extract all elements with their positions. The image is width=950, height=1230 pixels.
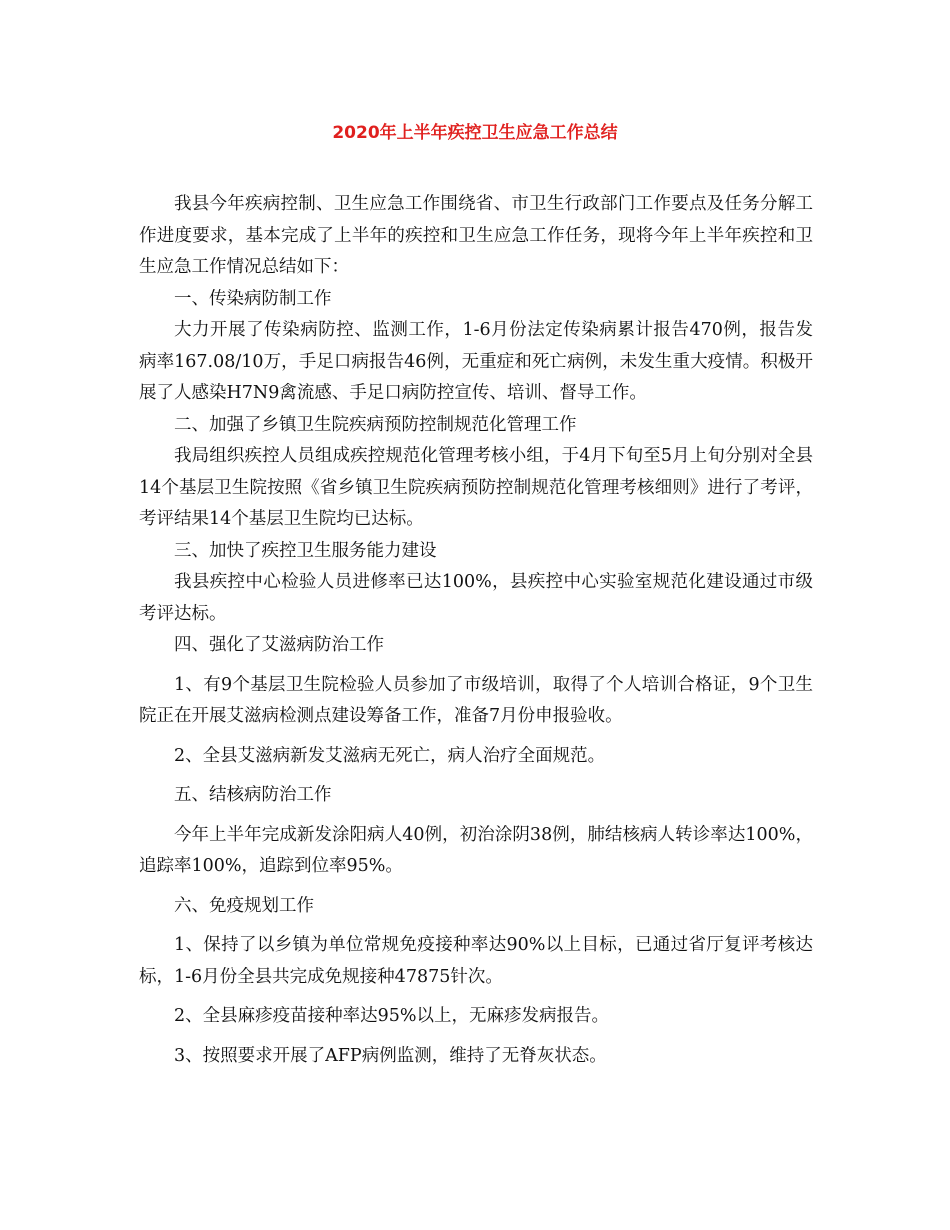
document-body xyxy=(139,189,813,1072)
paragraph-aids-1: 1、有9个基层卫生院检验人员参加了市级培训，取得了个人培训合格证，9个卫生院正在开展艾滋病检测点建设筹备工作，准备7月份申报验收。 xyxy=(139,674,813,726)
paragraph-immunization-3: 3、按照要求开展了AFP病例监测，维持了无脊灰状态。 xyxy=(174,1045,607,1066)
paragraph-infectious-disease: 大力开展了传染病防控、监测工作，1-6月份法定传染病累计报告470例，报告发病率167.08/10万，手足口病报告46例，无重症和死亡病例，未发生重大疫情。积极开展了人感染H7N9禽流感、手足口病防控宣传、培训、督导工作。 xyxy=(139,320,813,403)
paragraph-immunization-2: 2、全县麻疹疫苗接种率达95%以上，无麻疹发病报告。 xyxy=(174,1006,610,1026)
section-heading-infectious-disease: 一、传染病防制工作 xyxy=(174,288,332,309)
paragraph-tuberculosis: 今年上半年完成新发涂阳病人40例，初治涂阴38例，肺结核病人转诊率达100%，追踪率100%，追踪到位率95%。 xyxy=(139,824,813,876)
paragraph-service-capacity: 我县疾控中心检验人员进修率已达100%，县疾控中心实验室规范化建设通过市级考评达标。 xyxy=(139,572,813,624)
document-title: 2020年上半年疾控卫生应急工作总结 xyxy=(332,123,618,143)
section-heading-township-hospitals: 二、加强了乡镇卫生院疾病预防控制规范化管理工作 xyxy=(174,414,577,435)
paragraph-township-hospitals: 我局组织疾控人员组成疾控规范化管理考核小组，于4月下旬至5月上旬分别对全县14个基层卫生院按照《省乡镇卫生院疾病预防控制规范化管理考核细则》进行了考评，考评结果14个基层卫生院均已达标。 xyxy=(139,446,813,529)
section-heading-tuberculosis: 五、结核病防治工作 xyxy=(174,785,332,805)
paragraph-immunization-1: 1、保持了以乡镇为单位常规免疫接种率达90%以上目标，已通过省厅复评考核达标，1-6月份全县共完成免规接种47875针次。 xyxy=(139,935,813,987)
intro-paragraph: 我县今年疾病控制、卫生应急工作围绕省、市卫生行政部门工作要点及任务分解工作进度要求，基本完成了上半年的疾控和卫生应急工作任务，现将今年上半年疾控和卫生应急工作情况总结如下： xyxy=(139,194,813,277)
section-heading-aids: 四、强化了艾滋病防治工作 xyxy=(174,635,384,655)
section-heading-immunization: 六、免疫规划工作 xyxy=(174,895,314,916)
section-heading-service-capacity: 三、加快了疾控卫生服务能力建设 xyxy=(174,540,437,561)
paragraph-aids-2: 2、全县艾滋病新发艾滋病无死亡，病人治疗全面规范。 xyxy=(174,745,606,766)
